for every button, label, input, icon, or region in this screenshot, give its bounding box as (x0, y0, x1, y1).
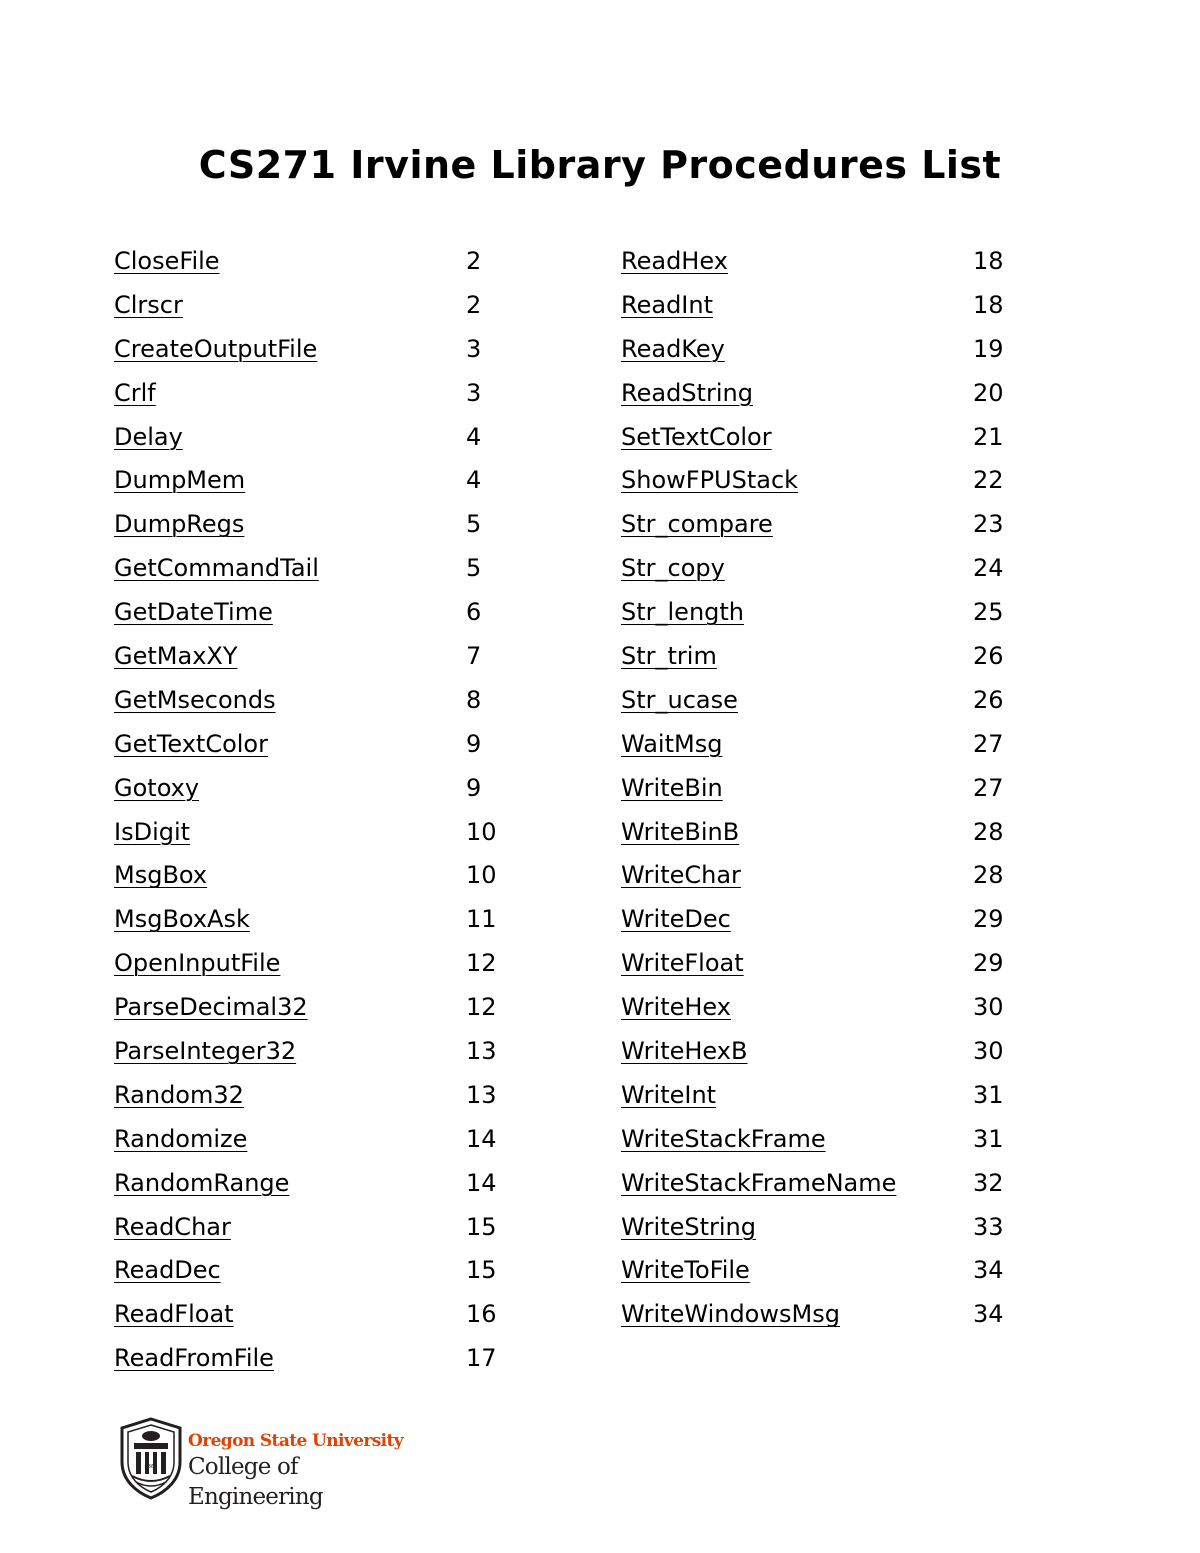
toc-link[interactable]: ParseDecimal32 (114, 993, 308, 1022)
toc-link[interactable]: OpenInputFile (114, 949, 281, 978)
toc-page-number: 5 (466, 554, 482, 583)
toc-entry (114, 1293, 514, 1337)
toc-entry (621, 1293, 1041, 1337)
toc-page-number: 34 (973, 1256, 1004, 1285)
toc-page-number: 26 (973, 642, 1004, 671)
toc-link[interactable]: WriteDec (621, 905, 731, 934)
toc-entry (621, 1162, 1041, 1206)
toc-link[interactable]: ReadString (621, 378, 753, 407)
toc-page-number: 22 (973, 466, 1004, 495)
toc-link[interactable]: DumpMem (114, 466, 246, 495)
toc-page-number: 8 (466, 685, 482, 714)
toc-page-number: 14 (466, 1168, 497, 1197)
toc-page-number: 18 (973, 247, 1004, 275)
toc-entry (114, 854, 514, 898)
toc-link[interactable]: MsgBoxAsk (114, 905, 250, 934)
page-title: CS271 Irvine Library Procedures List (198, 143, 1002, 187)
toc-link[interactable]: Str_length (621, 598, 745, 627)
toc-link[interactable]: Gotoxy (114, 773, 200, 802)
toc-link[interactable]: MsgBox (114, 861, 208, 890)
toc-entry (114, 284, 514, 328)
toc-entry (621, 767, 1041, 811)
toc-entry (114, 679, 514, 723)
toc-link[interactable]: Str_trim (621, 642, 717, 671)
toc-page-number: 26 (973, 685, 1004, 714)
toc-entry (114, 898, 514, 942)
toc-link[interactable]: WriteBin (621, 773, 723, 802)
toc-link[interactable]: ShowFPUStack (621, 466, 799, 495)
toc-entry (621, 240, 1041, 284)
toc-link[interactable]: ReadDec (114, 1256, 221, 1285)
seal-year: 1868 (144, 1464, 158, 1470)
osu-seal-icon (116, 1416, 186, 1500)
toc-link[interactable]: ReadHex (621, 247, 728, 275)
toc-link[interactable]: WriteBinB (621, 817, 740, 846)
toc-entry (621, 1118, 1041, 1162)
toc-link[interactable]: WriteToFile (621, 1256, 750, 1285)
toc-entry (114, 459, 514, 503)
toc-page-number: 13 (466, 1080, 497, 1109)
toc-entry (114, 591, 514, 635)
toc-entry (114, 811, 514, 855)
toc-entry (114, 1337, 514, 1381)
toc-page-number: 29 (973, 905, 1004, 934)
toc-link[interactable]: WriteHex (621, 993, 731, 1022)
toc-entry (621, 811, 1041, 855)
toc-link[interactable]: Str_copy (621, 554, 725, 583)
toc-page-number: 31 (973, 1080, 1004, 1109)
toc-entry (114, 1074, 514, 1118)
toc-entry (114, 1249, 514, 1293)
toc-link[interactable]: ParseInteger32 (114, 1037, 297, 1066)
toc-link[interactable]: CloseFile (114, 247, 220, 275)
toc-page-number: 3 (466, 378, 482, 407)
toc-link[interactable]: GetDateTime (114, 598, 273, 627)
toc-entry (621, 503, 1041, 547)
toc-page-number: 2 (466, 290, 482, 319)
toc-link[interactable]: SetTextColor (621, 422, 772, 451)
toc-page-number: 9 (466, 773, 482, 802)
toc-right-column (621, 240, 1041, 1337)
toc-entry (621, 547, 1041, 591)
toc-page-number: 15 (466, 1212, 497, 1241)
toc-entry (114, 1118, 514, 1162)
toc-link[interactable]: GetMaxXY (114, 642, 238, 671)
toc-link[interactable]: Randomize (114, 1124, 248, 1153)
toc-link[interactable]: WaitMsg (621, 729, 723, 758)
toc-link[interactable]: WriteString (621, 1212, 756, 1241)
toc-page-number: 20 (973, 378, 1004, 407)
toc-page-number: 4 (466, 422, 482, 451)
toc-link[interactable]: Clrscr (114, 290, 183, 319)
toc-page-number: 3 (466, 334, 482, 363)
toc-link[interactable]: WriteStackFrame (621, 1124, 826, 1153)
toc-link[interactable]: IsDigit (114, 817, 191, 846)
toc-entry (621, 986, 1041, 1030)
toc-entry (114, 1206, 514, 1250)
osu-logo (116, 1416, 416, 1510)
toc-entry (114, 547, 514, 591)
toc-entry (621, 723, 1041, 767)
toc-entry (114, 372, 514, 416)
toc-entry (621, 416, 1041, 460)
toc-page-number: 31 (973, 1124, 1004, 1153)
toc-entry (621, 1249, 1041, 1293)
toc-page-number: 33 (973, 1212, 1004, 1241)
toc-page-number: 10 (466, 861, 497, 890)
toc-page-number: 12 (466, 993, 497, 1022)
toc-page-number: 30 (973, 993, 1004, 1022)
toc-page-number: 11 (466, 905, 497, 934)
toc-page-number: 19 (973, 334, 1004, 363)
toc-entry (621, 372, 1041, 416)
toc-page-number: 5 (466, 510, 482, 539)
toc-link[interactable]: Random32 (114, 1080, 244, 1109)
toc-entry (621, 942, 1041, 986)
toc-link[interactable]: Crlf (114, 378, 156, 407)
toc-link[interactable]: RandomRange (114, 1168, 290, 1197)
toc-link[interactable]: WriteWindowsMsg (621, 1300, 840, 1329)
toc-entry (114, 1030, 514, 1074)
toc-link[interactable]: Delay (114, 422, 183, 451)
toc-entry (621, 854, 1041, 898)
toc-link[interactable]: Str_ucase (621, 685, 738, 714)
toc-page-number: 15 (466, 1256, 497, 1285)
toc-entry (621, 328, 1041, 372)
toc-link[interactable]: DumpRegs (114, 510, 245, 539)
toc-page-number: 32 (973, 1168, 1004, 1197)
toc-entry (114, 416, 514, 460)
toc-page-number: 2 (466, 247, 482, 275)
toc-entry (114, 1162, 514, 1206)
toc-link[interactable]: WriteHexB (621, 1037, 748, 1066)
toc-page-number: 29 (973, 949, 1004, 978)
toc-left-column (114, 240, 514, 1381)
toc-page-number: 12 (466, 949, 497, 978)
toc-page-number: 25 (973, 598, 1004, 627)
toc-page-number: 27 (973, 773, 1004, 802)
toc-page-number: 16 (466, 1300, 497, 1329)
toc-entry (114, 328, 514, 372)
toc-page-number: 4 (466, 466, 482, 495)
toc-link[interactable]: GetCommandTail (114, 554, 319, 583)
toc-page-number: 27 (973, 729, 1004, 758)
toc-entry (621, 679, 1041, 723)
toc-link[interactable]: GetMseconds (114, 685, 276, 714)
toc-link[interactable]: Str_compare (621, 510, 773, 539)
toc-link[interactable]: WriteInt (621, 1080, 717, 1109)
toc-link[interactable]: CreateOutputFile (114, 334, 318, 363)
toc-entry (621, 635, 1041, 679)
toc-page-number: 24 (973, 554, 1004, 583)
college-name: College of Engineering (188, 1454, 323, 1510)
toc-entry (621, 284, 1041, 328)
toc-entry (621, 1074, 1041, 1118)
toc-page-number: 23 (973, 510, 1004, 539)
toc-entry (621, 898, 1041, 942)
toc-link[interactable]: GetTextColor (114, 729, 268, 758)
toc-entry (114, 767, 514, 811)
toc-link[interactable]: ReadChar (114, 1212, 231, 1241)
toc-entry (114, 986, 514, 1030)
toc-link[interactable]: ReadInt (621, 290, 714, 319)
toc-entry (621, 1206, 1041, 1250)
toc-link[interactable]: WriteFloat (621, 949, 744, 978)
toc-page-number: 18 (973, 290, 1004, 319)
university-name: Oregon State University (188, 1431, 404, 1451)
toc-entry (621, 459, 1041, 503)
toc-entry (621, 591, 1041, 635)
toc-page-number: 7 (466, 642, 482, 671)
toc-link[interactable]: WriteStackFrameName (621, 1168, 897, 1197)
toc-page-number: 10 (466, 817, 497, 846)
toc-page-number: 34 (973, 1300, 1004, 1329)
toc-page-number: 9 (466, 729, 482, 758)
toc-entry (114, 723, 514, 767)
toc-page-number: 28 (973, 861, 1004, 890)
toc-page-number: 14 (466, 1124, 497, 1153)
toc-link[interactable]: ReadKey (621, 334, 725, 363)
toc-page-number: 6 (466, 598, 482, 627)
toc-entry (621, 1030, 1041, 1074)
toc-link[interactable]: WriteChar (621, 861, 741, 890)
toc-page-number: 17 (466, 1344, 497, 1373)
toc-link[interactable]: ReadFloat (114, 1300, 234, 1329)
toc-entry (114, 240, 514, 284)
toc-entry (114, 942, 514, 986)
toc-link[interactable]: ReadFromFile (114, 1344, 274, 1373)
toc-page-number: 21 (973, 422, 1004, 451)
toc-page-number: 30 (973, 1037, 1004, 1066)
toc-entry (114, 503, 514, 547)
toc-page-number: 28 (973, 817, 1004, 846)
toc-page-number: 13 (466, 1037, 497, 1066)
toc-entry (114, 635, 514, 679)
